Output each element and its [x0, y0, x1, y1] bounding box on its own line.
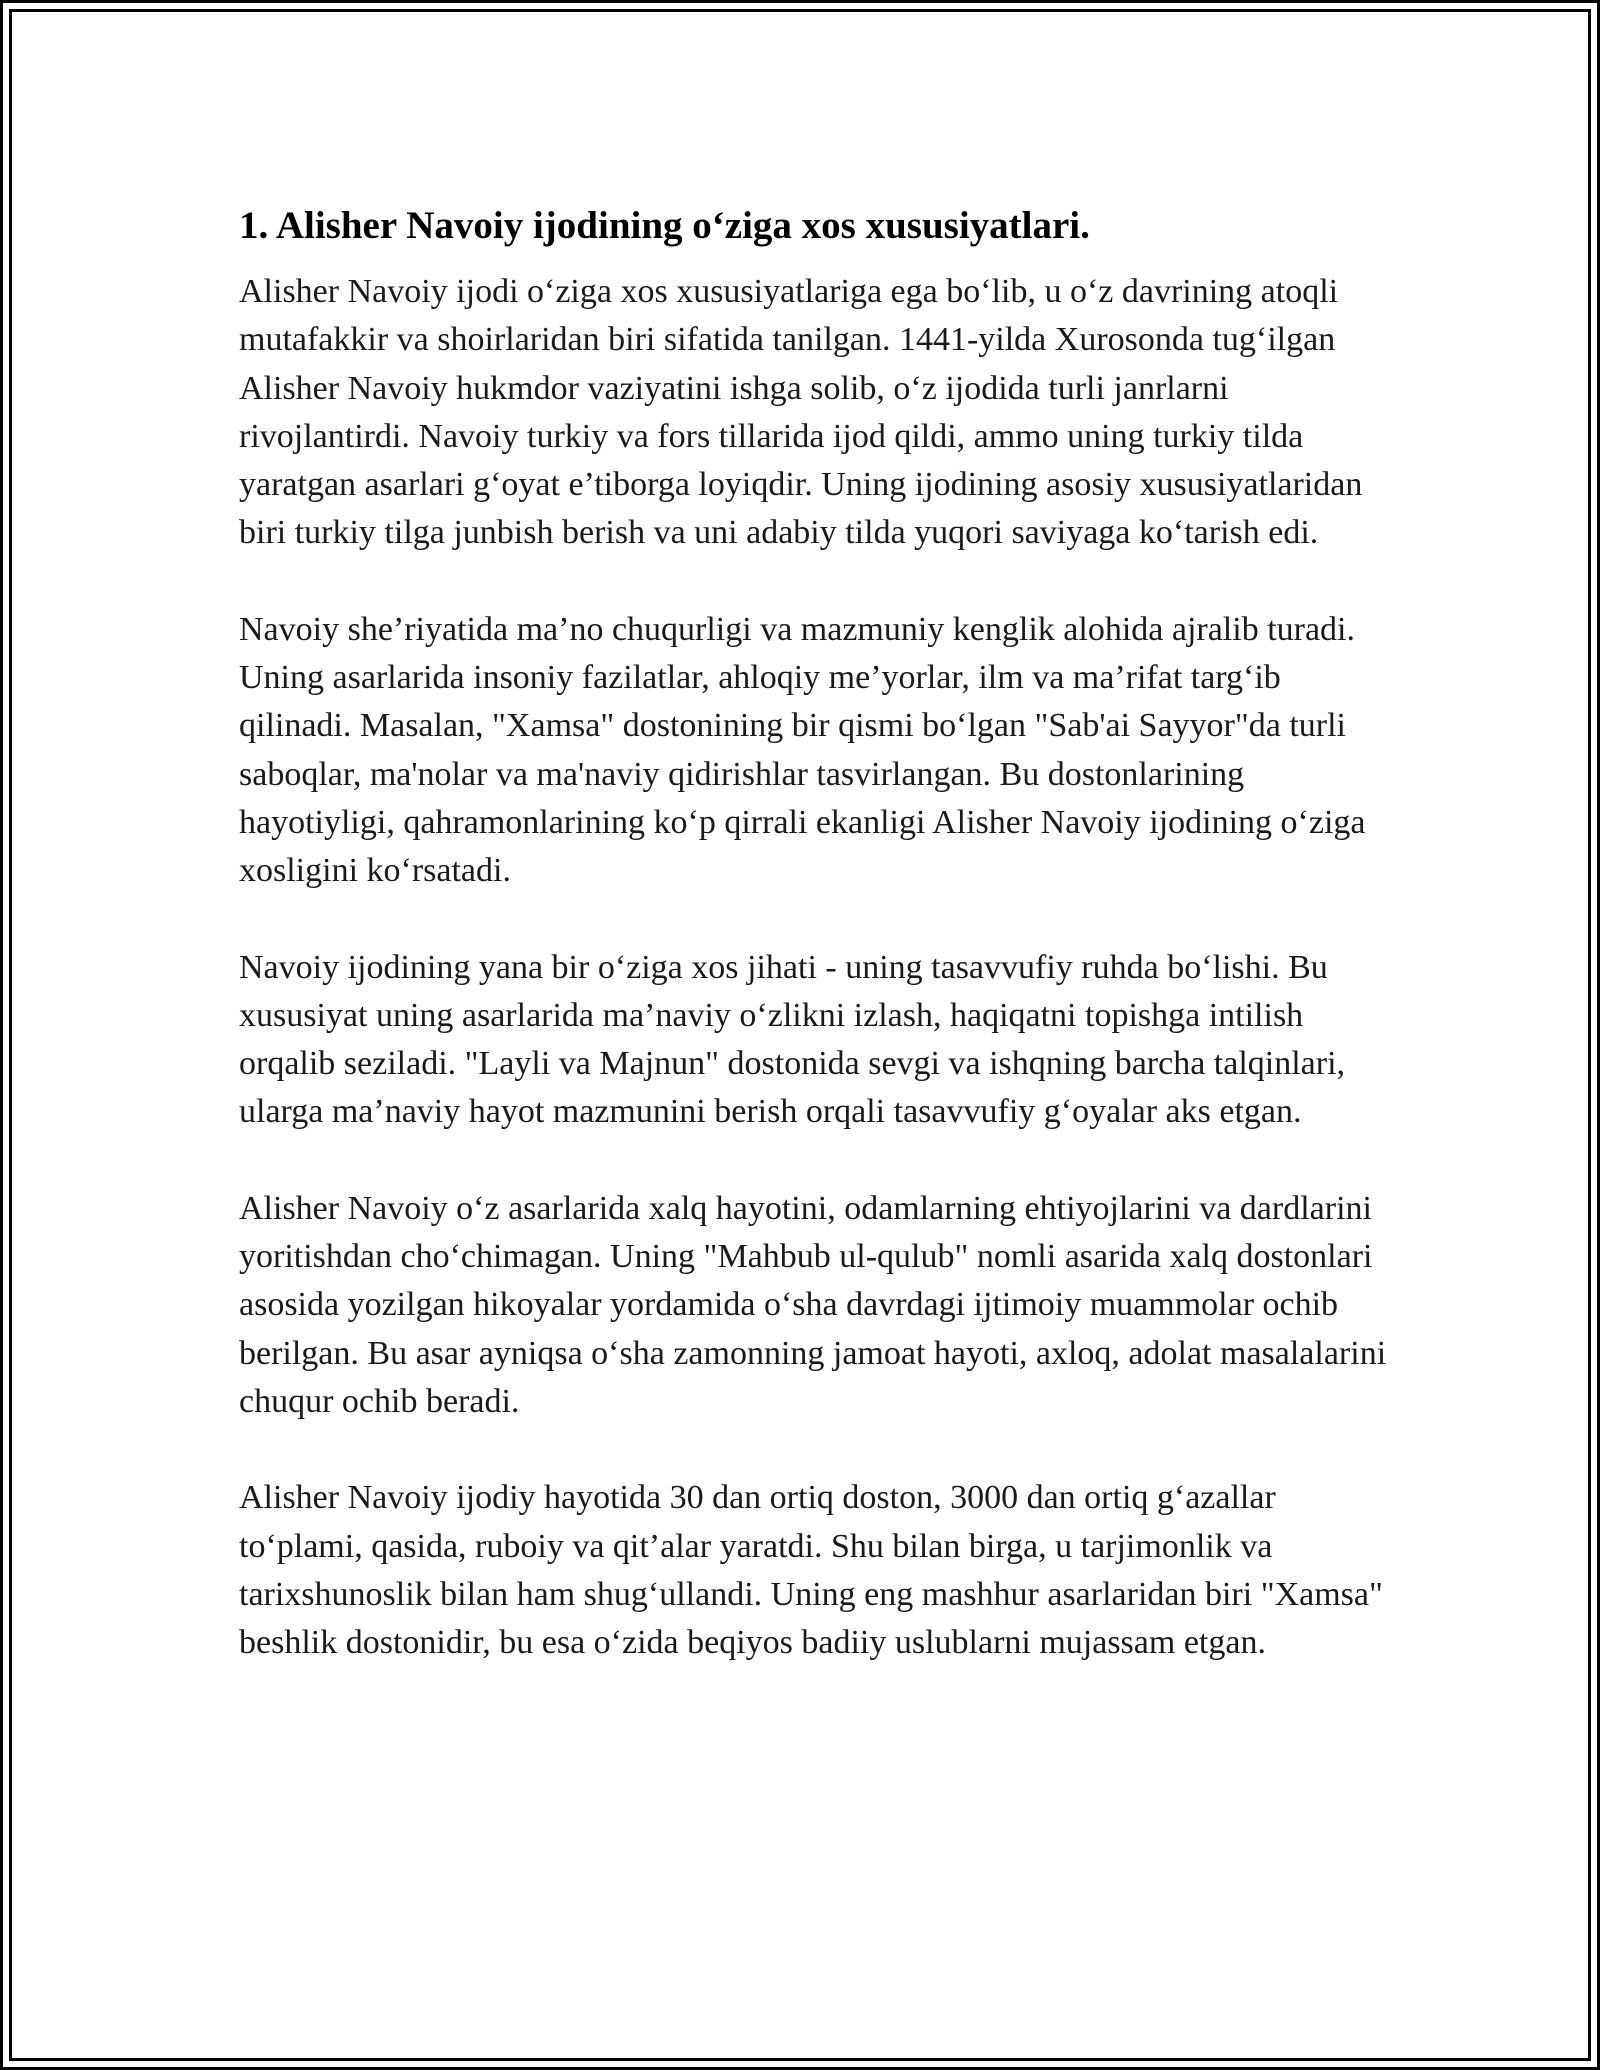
document-body [239, 198, 1399, 1667]
paragraph-3: Navoiy ijodining yana bir o‘ziga xos jihati - uning tasavvufiy ruhda bo‘lishi. Bu xususiyat uning asarlarida ma’naviy o‘zlikni izlash, haqiqatni topishga intilish orqalib seziladi. "Layli va Majnun" dostonida sevgi va ishqning barcha talqinlari, ularga ma’naviy hayot mazmunini berish orqali tasavvufiy g‘oyalar aks etgan. [239, 948, 1346, 1131]
paragraph-1: Alisher Navoiy ijodi o‘ziga xos xususiyatlariga ega bo‘lib, u o‘z davrining atoqli mutafakkir va shoirlaridan biri sifatida tanilgan. 1441-yilda Xurosonda tug‘ilgan Alisher Navoiy hukmdor vaziyatini ishga solib, o‘z ijodida turli janrlarni rivojlantirdi. Navoiy turkiy va fors tillarida ijod qildi, ammo uning turkiy tilda yaratgan asarlari g‘oyat e’tiborga loyiqdir. Uning ijodining asosiy xususiyatlaridan biri turkiy tilga junbish berish va uni adabiy tilda yuqori saviyaga ko‘tarish edi. [239, 273, 1363, 552]
section-heading: 1. Alisher Navoiy ijodining o‘ziga xos xususiyatlari. [239, 204, 1090, 247]
paragraph-2: Navoiy she’riyatida ma’no chuqurligi va mazmuniy kenglik alohida ajralib turadi. Uning asarlarida insoniy fazilatlar, ahloqiy me’yorlar, ilm va ma’rifat targ‘ib qilinadi. Masalan, "Xamsa" dostonining bir qismi bo‘lgan "Sab'ai Sayyor"da turli saboqlar, ma'nolar va ma'naviy qidirishlar tasvirlangan. Bu dostonlarining hayotiyligi, qahramonlarining ko‘p qirrali ekanligi Alisher Navoiy ijodining o‘ziga xosligini ko‘rsatadi. [239, 610, 1366, 890]
paragraph-5: Alisher Navoiy ijodiy hayotida 30 dan ortiq doston, 3000 dan ortiq g‘azallar to‘plami, qasida, ruboiy va qit’alar yaratdi. Shu bilan birga, u tarjimonlik va tarixshunoslik bilan ham shug‘ullandi. Uning eng mashhur asarlaridan biri "Xamsa" beshlik dostonidir, bu esa o‘zida beqiyos badiiy uslublarni mujassam etgan. [239, 1479, 1383, 1662]
page-inner-border [9, 9, 1591, 2061]
paragraph-4: Alisher Navoiy o‘z asarlarida xalq hayotini, odamlarning ehtiyojlarini va dardlarini yoritishdan cho‘chimagan. Uning "Mahbub ul-qulub" nomli asarida xalq dostonlari asosida yozilgan hikoyalar yordamida o‘sha davrdagi ijtimoiy muammolar ochib berilgan. Bu asar ayniqsa o‘sha zamonning jamoat hayoti, axloq, adolat masalalarini chuqur ochib beradi. [239, 1189, 1387, 1420]
